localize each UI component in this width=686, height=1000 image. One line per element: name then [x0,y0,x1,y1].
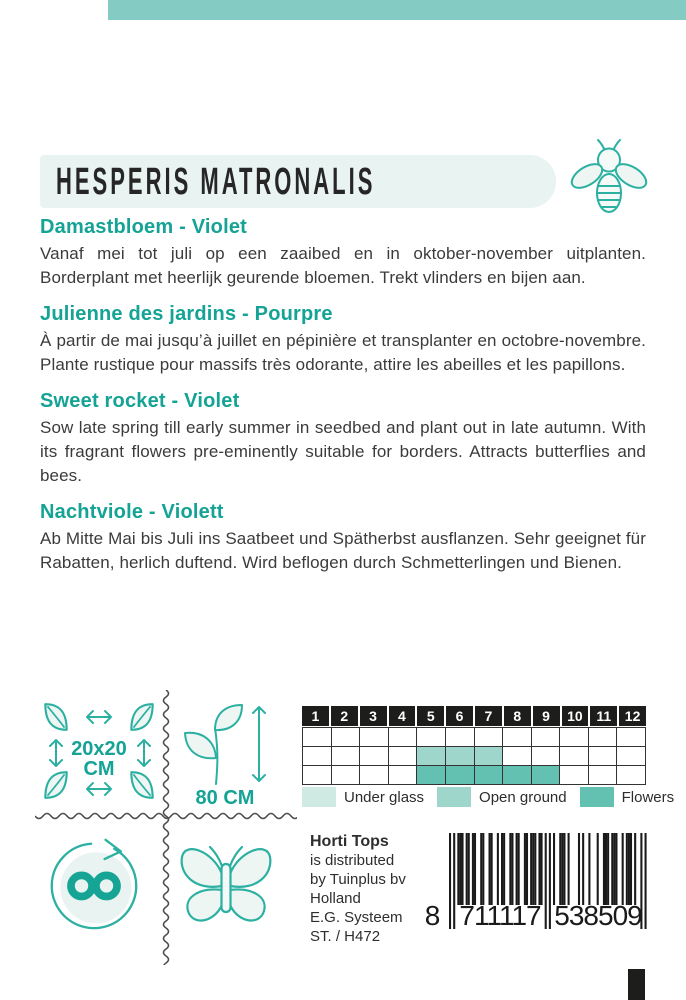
top-brand-bar [108,0,686,20]
calendar-month-4: 4 [389,706,416,726]
calendar-month-2: 2 [331,706,358,726]
calendar-month-3: 3 [360,706,387,726]
calendar-cell-open-ground-3 [360,747,389,766]
section-body-french: À partir de mai jusqu’à juillet en pépinière et transplanter en octobre-novembre. Plante rustique pour massifs très odorante, attire les abeilles et les papillons. [40,331,646,374]
distributor-line: E.G. Systeem [310,909,403,926]
plant-height-label: 80 CM [195,787,255,809]
species-title-band [40,155,556,208]
section-english [40,390,646,488]
leaf-icon [128,769,156,801]
calendar-cell-open-ground-9 [532,747,561,766]
legend-label-flowers: Flowers [621,788,675,806]
calendar-cell-open-ground-12 [617,747,646,766]
life-cycle-icon [46,836,142,932]
spacing-value-label: 20x20 [71,738,127,760]
calendar-cell-flowers-1 [303,766,332,785]
horizontal-arrow-icon [84,709,114,725]
print-mark [628,969,645,1000]
calendar-cell-under-glass-7 [475,728,504,747]
calendar-cell-flowers-9 [532,766,561,785]
calendar-legend [302,787,675,807]
legend-swatch [437,787,471,807]
calendar-cell-flowers-6 [446,766,475,785]
description-sections [40,216,646,588]
distributor-line: Holland [310,890,361,907]
species-title: HESPERIS MATRONALIS [56,159,376,203]
calendar-cell-flowers-12 [617,766,646,785]
calendar-cell-open-ground-11 [589,747,618,766]
calendar-cell-open-ground-8 [503,747,532,766]
legend-swatch [580,787,614,807]
calendar-cell-flowers-8 [503,766,532,785]
calendar-cell-open-ground-5 [417,747,446,766]
section-heading-dutch: Damastbloem - Violet [40,216,248,238]
calendar-cell-flowers-3 [360,766,389,785]
vertical-arrow-icon [136,737,152,769]
section-french [40,303,646,377]
calendar-cell-under-glass-8 [503,728,532,747]
height-arrow-icon [250,703,268,785]
plant-spacing-pictogram [40,697,158,809]
distributor-line: by Tuinplus bv [310,871,406,888]
seedling-icon [182,702,246,786]
legend-label-open-ground: Open ground [479,788,567,806]
legend-label-under-glass: Under glass [344,788,425,806]
calendar-cell-flowers-2 [332,766,361,785]
plant-height-pictogram [182,702,246,786]
vertical-wavy-divider [160,690,172,965]
calendar-cell-open-ground-2 [332,747,361,766]
calendar-cell-under-glass-5 [417,728,446,747]
calendar-grid [302,727,646,785]
distributor-line: is distributed [310,852,395,869]
calendar-month-10: 10 [562,706,589,726]
calendar-cell-under-glass-3 [360,728,389,747]
calendar-cell-open-ground-1 [303,747,332,766]
calendar-cell-under-glass-6 [446,728,475,747]
calendar-cell-open-ground-7 [475,747,504,766]
section-body-german: Ab Mitte Mai bis Juli ins Saatbeet und Spätherbst ausflanzen. Sehr geeignet für Rabatten, herlich duftend. Wird beflogen durch Schmetterlingen und Bienen. [40,529,646,572]
calendar-month-6: 6 [446,706,473,726]
calendar-month-11: 11 [590,706,617,726]
legend-swatch [302,787,336,807]
section-german [40,501,646,575]
calendar-month-7: 7 [475,706,502,726]
section-heading-french: Julienne des jardins - Pourpre [40,303,333,325]
barcode-digits-right: 538509 [554,900,642,931]
calendar-month-9: 9 [533,706,560,726]
section-body-dutch: Vanaf mei tot juli op een zaaibed en in oktober-november uitplanten. Borderplant met heerlijk geurende bloemen. Trekt vlinders en bijen aan. [40,244,646,287]
calendar-cell-under-glass-9 [532,728,561,747]
calendar-cell-under-glass-12 [617,728,646,747]
calendar-cell-flowers-10 [560,766,589,785]
butterfly-icon [176,836,276,936]
calendar-cell-flowers-5 [417,766,446,785]
barcode-digit-first: 8 [424,900,440,931]
calendar-cell-flowers-11 [589,766,618,785]
distributor-name: Horti Tops [310,833,389,850]
barcode-digits-left: 711117 [459,900,541,931]
calendar-month-header [302,706,646,726]
leaf-icon [42,701,70,733]
calendar-month-5: 5 [417,706,444,726]
calendar-month-8: 8 [504,706,531,726]
calendar-cell-under-glass-10 [560,728,589,747]
calendar-cell-under-glass-2 [332,728,361,747]
calendar-cell-open-ground-10 [560,747,589,766]
leaf-icon [128,701,156,733]
leaf-icon [42,769,70,801]
calendar-cell-under-glass-11 [589,728,618,747]
horizontal-wavy-divider [35,810,297,822]
horizontal-arrow-icon [84,781,114,797]
calendar-month-12: 12 [619,706,646,726]
bee-icon [570,138,648,218]
calendar-cell-flowers-4 [389,766,418,785]
calendar-cell-flowers-7 [475,766,504,785]
section-heading-german: Nachtviole - Violett [40,501,224,523]
calendar-cell-open-ground-4 [389,747,418,766]
calendar-cell-open-ground-6 [446,747,475,766]
vertical-arrow-icon [48,737,64,769]
calendar-cell-under-glass-1 [303,728,332,747]
calendar-cell-under-glass-4 [389,728,418,747]
section-body-english: Sow late spring till early summer in seedbed and plant out in late autumn. With its fragrant flowers pre-eminently suitable for borders. Attracts butterflies and bees. [40,418,646,485]
section-dutch [40,216,646,290]
section-heading-english: Sweet rocket - Violet [40,390,240,412]
spacing-unit-label: CM [83,758,115,780]
distributor-line: ST. / H472 [310,928,381,945]
calendar-month-1: 1 [302,706,329,726]
